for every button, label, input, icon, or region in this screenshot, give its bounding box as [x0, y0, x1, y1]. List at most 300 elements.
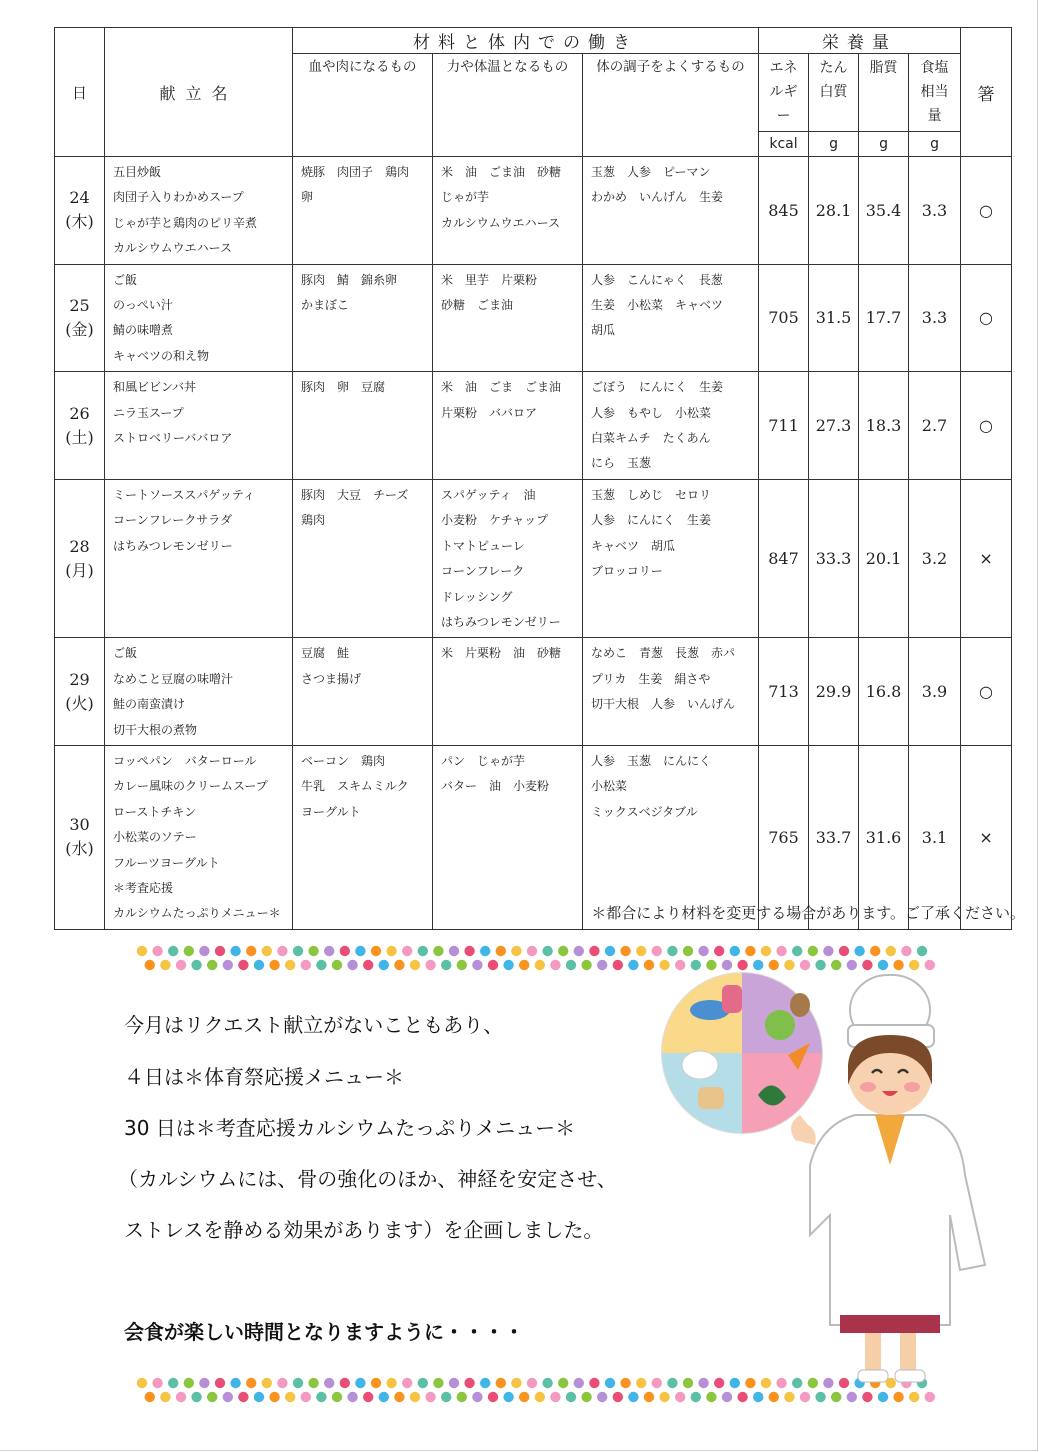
date-day: 29: [69, 669, 90, 689]
decorative-dot: [808, 946, 818, 956]
decorative-dot: [316, 1392, 326, 1402]
decorative-dot: [230, 946, 240, 956]
decorative-dot: [488, 960, 498, 970]
date-weekday: (水): [65, 839, 94, 859]
decorative-dot: [511, 946, 521, 956]
salt-value: 3.9: [909, 638, 961, 746]
decorative-dot: [792, 946, 802, 956]
decorative-dot: [418, 1378, 428, 1388]
decorative-dot: [909, 1392, 919, 1402]
decorative-dot: [628, 960, 638, 970]
menu-row: [55, 157, 1012, 265]
decorative-dot: [340, 1378, 350, 1388]
energy-value: 711: [759, 372, 809, 480]
energy-value: 713: [759, 638, 809, 746]
body-condition-ingredients-item: 人参 玉葱 にんにく: [591, 753, 712, 768]
body-condition-ingredients-item: にら 玉葱: [591, 456, 652, 471]
decorative-dot: [519, 1392, 529, 1402]
decorative-dot: [714, 946, 724, 956]
decorative-dot: [457, 960, 467, 970]
decorative-dot: [519, 960, 529, 970]
menu-table: [54, 27, 1012, 930]
decorative-dot: [535, 960, 545, 970]
blood-meat-ingredients-item: 鶏肉: [301, 513, 326, 528]
date-cell: [55, 264, 105, 372]
header-chopsticks: 箸: [961, 28, 1012, 157]
message-line-1: 今月はリクエスト献立がないこともあり、: [124, 1013, 504, 1037]
message-line-2: ４日は＊体育祭応援メニュー＊: [124, 1065, 404, 1089]
decorative-dot: [620, 946, 630, 956]
energy-value: 845: [759, 157, 809, 265]
decorative-dot: [800, 1392, 810, 1402]
decorative-dot: [667, 946, 677, 956]
decorative-dot: [191, 960, 201, 970]
blood-meat-ingredients: [293, 157, 433, 265]
decorative-dot: [581, 1392, 591, 1402]
energy-ingredients-item: 米 油 ごま油 砂糖: [441, 165, 562, 179]
decorative-dot: [730, 946, 740, 956]
energy-ingredients-item: 片栗粉 ババロア: [441, 405, 538, 420]
decorative-dot: [293, 1378, 303, 1388]
decorative-dot: [246, 946, 256, 956]
menu-items-item: 鮭の南蛮漬け: [113, 697, 186, 712]
date-cell: [55, 157, 105, 265]
energy-ingredients-item: 小麦粉 ケチャップ: [441, 513, 549, 528]
decorative-dot: [613, 1392, 623, 1402]
date-cell: [55, 372, 105, 480]
decorative-dot: [823, 946, 833, 956]
protein-value: 28.1: [809, 157, 859, 265]
decorative-dot: [386, 946, 396, 956]
decorative-dot: [324, 1378, 334, 1388]
menu-items-item: 小松菜のソテー: [113, 830, 197, 845]
decorative-dot: [659, 1392, 669, 1402]
blood-meat-ingredients-item: 卵: [301, 190, 314, 205]
decorative-dot: [168, 946, 178, 956]
decorative-dot: [698, 946, 708, 956]
energy-ingredients: [433, 372, 583, 480]
decorative-dot: [371, 946, 381, 956]
decorative-dot: [355, 946, 365, 956]
menu-items: [105, 745, 293, 929]
date-weekday: (金): [65, 319, 94, 339]
chopsticks-mark: ○: [961, 372, 1012, 480]
energy-ingredients-item: 米 里芋 片栗粉: [441, 272, 538, 287]
fat-value: 17.7: [859, 264, 909, 372]
decorative-dot: [402, 946, 412, 956]
message-line-3: 30 日は＊考査応援カルシウムたっぷりメニュー＊: [124, 1116, 576, 1140]
decorative-dot: [301, 960, 311, 970]
menu-items: [105, 479, 293, 637]
decorative-dot: [597, 960, 607, 970]
header-energy: [759, 54, 809, 132]
decorative-dot: [644, 1392, 654, 1402]
decorative-dot: [371, 1378, 381, 1388]
unit-g-fat: g: [859, 132, 909, 157]
decorative-dot: [293, 946, 303, 956]
body-condition-ingredients: [583, 264, 759, 372]
menu-items-item: コッペパン バターロール: [113, 753, 257, 768]
header-salt-line: 食塩: [920, 60, 949, 76]
decorative-dot: [254, 960, 264, 970]
date-weekday: (火): [65, 693, 94, 713]
decorative-dot: [379, 960, 389, 970]
decorative-dot: [706, 1392, 716, 1402]
decorative-dot: [761, 946, 771, 956]
blood-meat-ingredients-item: 豚肉 鯖 錦糸卵: [301, 272, 398, 287]
body-condition-ingredients-item: 玉葱 しめじ セロリ: [591, 487, 712, 502]
decorative-dot: [262, 946, 272, 956]
decorative-dot: [527, 946, 537, 956]
menu-row: [55, 264, 1012, 372]
header-energy-line: ルギ: [769, 84, 798, 100]
fat-value: 35.4: [859, 157, 909, 265]
menu-row: [55, 372, 1012, 480]
decorative-dot: [605, 946, 615, 956]
header-nutrition-group: 栄養量: [759, 28, 961, 54]
date-weekday: (木): [65, 212, 94, 232]
menu-items-item: 鯖の味噌煮: [113, 323, 174, 338]
protein-value: 29.9: [809, 638, 859, 746]
energy-ingredients-item: 砂糖 ごま油: [441, 298, 514, 313]
decorative-dot: [269, 1392, 279, 1402]
body-condition-ingredients: [583, 638, 759, 746]
decorative-dot: [769, 1392, 779, 1402]
energy-ingredients-item: 米 油 ごま ごま油: [441, 380, 562, 395]
blood-meat-ingredients-item: 豆腐 鮭: [301, 646, 350, 661]
decorative-dot: [839, 946, 849, 956]
blood-meat-ingredients-item: 焼豚 肉団子 鶏肉: [301, 165, 410, 179]
body-condition-ingredients-item: 玉葱 人参 ピーマン: [591, 165, 711, 179]
decorative-dot: [394, 1392, 404, 1402]
date-day: 24: [69, 188, 90, 208]
blood-meat-ingredients: [293, 745, 433, 929]
body-condition-ingredients-item: ごぼう にんにく 生姜: [591, 380, 724, 395]
protein-value: 31.5: [809, 264, 859, 372]
decorative-dot: [605, 1378, 615, 1388]
energy-ingredients-item: 米 片栗粉 油 砂糖: [441, 646, 562, 661]
chopsticks-mark: ○: [961, 157, 1012, 265]
menu-row: [55, 479, 1012, 637]
decorative-dot: [784, 1392, 794, 1402]
fat-value: 16.8: [859, 638, 909, 746]
decorative-dot: [870, 946, 880, 956]
body-condition-ingredients-item: 人参 もやし 小松菜: [591, 405, 712, 420]
decorative-dot: [207, 960, 217, 970]
blood-meat-ingredients-item: 豚肉 卵 豆腐: [301, 380, 386, 395]
body-condition-ingredients-item: キャベツ 胡瓜: [591, 538, 676, 553]
header-salt-line: 相当: [920, 84, 949, 100]
menu-items-item: のっぺい汁: [113, 298, 173, 313]
blood-meat-ingredients: [293, 264, 433, 372]
menu-items-item: ご飯: [113, 646, 138, 661]
body-condition-ingredients-item: 小松菜: [591, 779, 628, 794]
header-protein: [809, 54, 859, 132]
unit-kcal: kcal: [759, 132, 809, 157]
menu-items-item: ローストチキン: [113, 804, 197, 819]
decorative-dot: [402, 1378, 412, 1388]
blood-meat-ingredients: [293, 372, 433, 480]
decorative-dot: [636, 1378, 646, 1388]
energy-value: 847: [759, 479, 809, 637]
decorative-dot: [207, 1392, 217, 1402]
menu-items-item: 切干大根の煮物: [113, 722, 198, 737]
date-day: 30: [69, 815, 90, 835]
decorative-dot: [277, 946, 287, 956]
decorative-dot: [152, 1378, 162, 1388]
decorative-dot: [308, 1378, 318, 1388]
energy-ingredients-item: じゃが芋: [441, 190, 490, 205]
date-cell: [55, 479, 105, 637]
salt-value: 3.3: [909, 264, 961, 372]
menu-items: [105, 157, 293, 265]
decorative-dot: [285, 1392, 295, 1402]
body-condition-ingredients-item: ブロッコリー: [591, 564, 663, 579]
decorative-dot: [449, 946, 459, 956]
menu-items-item: じゃが芋と鶏肉のピリ辛煮: [113, 215, 258, 230]
unit-g-salt: g: [909, 132, 961, 157]
decorative-dot: [566, 960, 576, 970]
decorative-dot: [137, 946, 147, 956]
menu-items-item: ニラ玉スープ: [113, 405, 184, 420]
decorative-dot: [394, 960, 404, 970]
decorative-dot: [503, 960, 513, 970]
header-blood-meat: 血や肉になるもの: [293, 54, 433, 157]
decorative-dot: [340, 946, 350, 956]
menu-row: [55, 638, 1012, 746]
decorative-dot: [472, 960, 482, 970]
energy-value: 705: [759, 264, 809, 372]
decorative-dot: [433, 946, 443, 956]
protein-value: 33.3: [809, 479, 859, 637]
decorative-dot: [418, 946, 428, 956]
energy-ingredients-item: パン じゃが芋: [441, 753, 526, 768]
decorative-dot: [410, 960, 420, 970]
menu-items-item: ご飯: [113, 272, 138, 287]
decorative-dot: [410, 1392, 420, 1402]
body-condition-ingredients-item: 切干大根 人参 いんげん: [591, 697, 736, 712]
decorative-dot: [847, 1392, 857, 1402]
protein-value: 33.7: [809, 745, 859, 929]
decorative-dot: [160, 1392, 170, 1402]
decorative-dot: [480, 946, 490, 956]
decorative-dot: [917, 946, 927, 956]
blood-meat-ingredients-item: 牛乳 スキムミルク: [301, 779, 409, 794]
menu-items-item: はちみつレモンゼリー: [113, 538, 233, 553]
decorative-dot: [722, 1392, 732, 1402]
decorative-dot: [644, 960, 654, 970]
decorative-dot: [254, 1392, 264, 1402]
chopsticks-mark: ×: [961, 745, 1012, 929]
menu-items-item: カレー風味のクリームスープ: [113, 779, 268, 794]
protein-value: 27.3: [809, 372, 859, 480]
salt-value: 3.3: [909, 157, 961, 265]
decorative-dot: [332, 1392, 342, 1402]
decorative-dot: [831, 1392, 841, 1402]
decorative-dot: [160, 960, 170, 970]
decorative-dot: [737, 1392, 747, 1402]
decorative-dot: [441, 1392, 451, 1402]
decorative-dot: [433, 1378, 443, 1388]
energy-ingredients-item: バター 油 小麦粉: [441, 779, 550, 794]
body-condition-ingredients: [583, 479, 759, 637]
menu-items: [105, 638, 293, 746]
header-energy-line: エネ: [769, 60, 798, 76]
decorative-dot: [191, 1392, 201, 1402]
salt-value: 3.1: [909, 745, 961, 929]
body-condition-ingredients-item: プリカ 生姜 絹さや: [591, 671, 711, 686]
decorative-dot: [137, 1378, 147, 1388]
header-protein-line: 白質: [819, 84, 848, 100]
date-day: 25: [69, 295, 90, 315]
decorative-dot: [324, 946, 334, 956]
body-condition-ingredients-item: 人参 にんにく 生姜: [591, 513, 712, 528]
decorative-dot: [464, 946, 474, 956]
menu-items-item: フルーツヨーグルト: [113, 855, 220, 870]
menu-items-item: 和風ビビンバ丼: [113, 380, 197, 395]
decorative-dot: [184, 1378, 194, 1388]
nutritionist-illustration: [660, 965, 1000, 1385]
energy-ingredients: [433, 157, 583, 265]
fat-value: 31.6: [859, 745, 909, 929]
message-line-4: （カルシウムには、骨の強化のほか、神経を安定させ、: [118, 1167, 617, 1191]
decorative-dot: [262, 1378, 272, 1388]
decorative-dot: [574, 946, 584, 956]
decorative-dot: [620, 1378, 630, 1388]
decorative-dot: [301, 1392, 311, 1402]
energy-ingredients-item: スパゲッティ 油: [441, 487, 536, 502]
chopsticks-mark: ○: [961, 264, 1012, 372]
menu-items-item: 五目炒飯: [113, 165, 162, 179]
decorative-dot: [776, 946, 786, 956]
decorative-dot: [628, 1392, 638, 1402]
decorative-dot: [558, 946, 568, 956]
decorative-dot: [347, 1392, 357, 1402]
energy-ingredients-item: ドレッシング: [441, 589, 513, 604]
menu-body: [55, 157, 1012, 930]
decorative-dot: [550, 960, 560, 970]
decorative-dot: [199, 946, 209, 956]
menu-items-item: ストロベリーババロア: [113, 431, 233, 446]
decorative-dot: [589, 946, 599, 956]
decorative-dot: [269, 960, 279, 970]
decorative-dot: [527, 1378, 537, 1388]
decorative-dot: [574, 1378, 584, 1388]
date-cell: [55, 638, 105, 746]
body-condition-ingredients-item: 生姜 小松菜 キャベツ: [591, 298, 724, 313]
decorative-dot: [597, 1392, 607, 1402]
body-condition-ingredients-item: なめこ 青葱 長葱 赤パ: [591, 646, 736, 661]
decorative-dot: [652, 946, 662, 956]
message-line-5: ストレスを静める効果があります）を企画しました。: [124, 1218, 604, 1242]
menu-items-item: カルシウムウエハース: [113, 241, 232, 256]
body-condition-ingredients-item: ミックスベジタブル: [591, 804, 698, 819]
decorative-dot: [238, 1392, 248, 1402]
header-menu-name: 献立名: [105, 28, 293, 157]
decorative-dot: [566, 1392, 576, 1402]
decorative-dot: [457, 1392, 467, 1402]
decorative-dot: [145, 960, 155, 970]
header-fat: 脂質: [859, 54, 909, 132]
header-energy-heat: 力や体温となるもの: [433, 54, 583, 157]
date-day: 26: [69, 403, 90, 423]
blood-meat-ingredients: [293, 479, 433, 637]
energy-ingredients-item: はちみつレモンゼリー: [441, 614, 561, 629]
decorative-dot: [379, 1392, 389, 1402]
fat-value: 18.3: [859, 372, 909, 480]
energy-ingredients-item: コーンフレーク: [441, 564, 525, 579]
disclaimer-note: ＊都合により材料を変更する場合があります。ご了承ください。: [591, 904, 1025, 922]
blood-meat-ingredients-item: さつま揚げ: [301, 671, 362, 686]
menu-items-item: なめこと豆腐の味噌汁: [113, 671, 234, 686]
decorative-dot: [215, 1378, 225, 1388]
decorative-dot: [215, 946, 225, 956]
decorative-dot: [363, 1392, 373, 1402]
body-condition-ingredients: [583, 372, 759, 480]
energy-ingredients-item: カルシウムウエハース: [441, 215, 560, 230]
decorative-dot: [488, 1392, 498, 1402]
chopsticks-mark: ×: [961, 479, 1012, 637]
decorative-dot: [238, 960, 248, 970]
body-condition-ingredients-item: 胡瓜: [591, 323, 616, 338]
decorative-dot: [613, 960, 623, 970]
decorative-dot: [691, 1392, 701, 1402]
decorative-dot: [152, 946, 162, 956]
decorative-dot: [425, 960, 435, 970]
decorative-dot: [535, 1392, 545, 1402]
header-body-condition: 体の調子をよくするもの: [583, 54, 759, 157]
decorative-dot: [347, 960, 357, 970]
salt-value: 3.2: [909, 479, 961, 637]
body-condition-ingredients-item: わかめ いんげん 生姜: [591, 190, 724, 205]
body-condition-ingredients: [583, 157, 759, 265]
energy-ingredients: [433, 264, 583, 372]
decorative-dot: [363, 960, 373, 970]
decorative-dot: [815, 1392, 825, 1402]
header-protein-line: たん: [819, 60, 848, 76]
blood-meat-ingredients-item: 豚肉 大豆 チーズ: [301, 487, 409, 502]
decorative-dot: [878, 1392, 888, 1402]
date-weekday: (土): [65, 427, 94, 447]
decorative-dot: [223, 1392, 233, 1402]
body-condition-ingredients-item: 人参 こんにゃく 長葱: [591, 272, 723, 287]
salt-value: 2.7: [909, 372, 961, 480]
decorative-dot: [893, 1392, 903, 1402]
decorative-dot: [168, 1378, 178, 1388]
decorative-dot: [496, 1378, 506, 1388]
decorative-dot: [386, 1378, 396, 1388]
date-cell: [55, 745, 105, 929]
decorative-dot: [308, 946, 318, 956]
decorative-dot: [862, 1392, 872, 1402]
decorative-dot: [542, 946, 552, 956]
fat-value: 20.1: [859, 479, 909, 637]
decorative-dot: [472, 1392, 482, 1402]
energy-ingredients-item: トマトピューレ: [441, 538, 525, 553]
decorative-dot: [176, 1392, 186, 1402]
date-weekday: (月): [65, 560, 94, 580]
decorative-dot: [901, 946, 911, 956]
decorative-dot: [464, 1378, 474, 1388]
header-salt: [909, 54, 961, 132]
decorative-dot: [925, 1392, 935, 1402]
decorative-dot: [581, 960, 591, 970]
decorative-dot: [277, 1378, 287, 1388]
decorative-dot: [246, 1378, 256, 1388]
decorative-dot: [176, 960, 186, 970]
menu-items-item: ＊考査応援: [113, 880, 174, 895]
menu-items-item: キャベツの和え物: [113, 348, 210, 363]
